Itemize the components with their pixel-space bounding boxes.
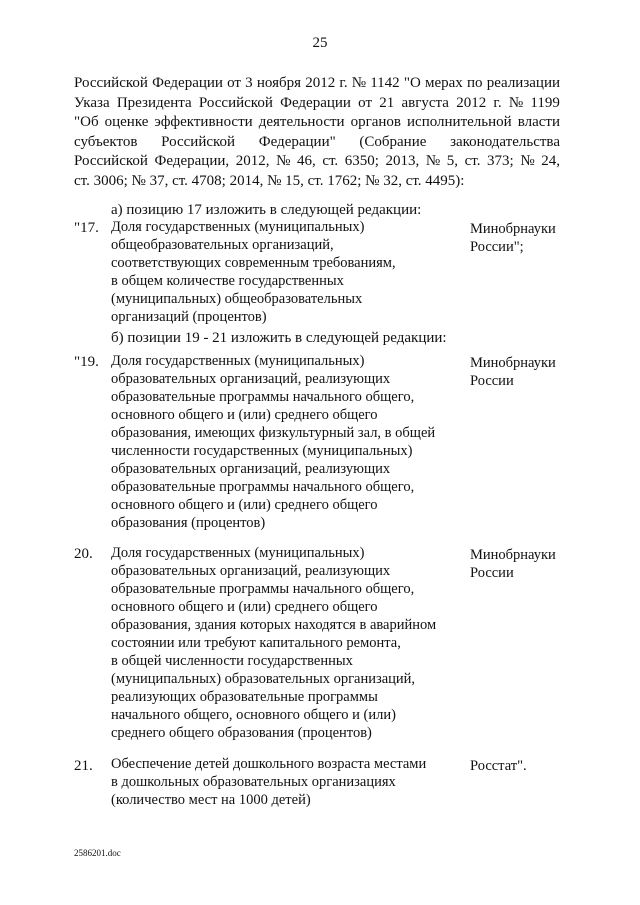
- description-line: основного общего и (или) среднего общего: [111, 407, 378, 423]
- intro-word: Российской: [74, 75, 148, 91]
- row-17-description: [111, 218, 461, 326]
- intro-word: ст.: [464, 153, 481, 169]
- intro-line: [74, 134, 560, 152]
- description-line: состоянии или требуют капитального ремонта,: [111, 635, 401, 651]
- intro-word: эффективности: [154, 114, 253, 130]
- intro-line: [74, 173, 560, 191]
- intro-word: субъектов: [74, 133, 138, 150]
- intro-word: исполнительной: [407, 114, 512, 130]
- intro-word: Федерации": [258, 133, 336, 150]
- description-line: образования, имеющих физкультурный зал, в общей: [111, 425, 436, 441]
- description-line: образовательных организаций, реализующих: [111, 563, 391, 579]
- intro-word: "О: [403, 75, 421, 91]
- intro-word: реализации: [486, 75, 560, 91]
- row-20-source: [470, 546, 556, 582]
- description-line: в общей численности государственных: [111, 653, 353, 669]
- intro-word: ст. 3006; № 37, ст. 4708; 2014, № 15, ст. 1762; № 32, ст. 4495):: [74, 172, 465, 189]
- intro-line: [74, 153, 560, 171]
- file-name-footer: 2586201.doc: [74, 848, 121, 858]
- intro-word: законодательства: [450, 133, 560, 150]
- description-line: образовательные программы начального общего,: [111, 389, 415, 405]
- description-line: в дошкольных образовательных организациях: [111, 774, 396, 790]
- description-line: начального общего, основного общего и (или): [111, 707, 396, 723]
- source-line: России: [470, 373, 514, 389]
- intro-word: 373;: [487, 153, 514, 169]
- intro-line: [74, 75, 560, 93]
- intro-word: ст.: [322, 153, 339, 169]
- intro-word: 3: [245, 75, 253, 91]
- description-line: Доля государственных (муниципальных): [111, 219, 365, 235]
- intro-word: Федерации: [280, 94, 351, 111]
- intro-word: Российской: [74, 153, 148, 169]
- intro-word: 2013,: [385, 153, 420, 169]
- intro-word: мерах: [425, 75, 463, 91]
- intro-word: №: [520, 153, 535, 169]
- description-line: Доля государственных (муниципальных): [111, 353, 365, 369]
- intro-word: №: [425, 153, 441, 169]
- description-line: образовательные программы начального общего,: [111, 581, 415, 597]
- page-number: 25: [312, 35, 328, 51]
- description-line: образования, здания которых находятся в аварийном: [111, 617, 437, 633]
- intro-word: 5,: [446, 153, 459, 169]
- intro-word: Российской: [198, 94, 273, 111]
- intro-word: ноября: [256, 75, 302, 91]
- source-line: Минобрнауки: [470, 355, 556, 371]
- source-line: Минобрнауки: [470, 221, 556, 237]
- description-line: соответствующих современным требованиям,: [111, 255, 396, 271]
- description-line: образовательных организаций, реализующих: [111, 371, 391, 387]
- intro-word: Президента: [116, 94, 192, 111]
- intro-word: оценке: [104, 114, 149, 130]
- row-20-description: [111, 544, 461, 742]
- intro-word: от: [227, 75, 241, 91]
- row-19-number: "19.: [74, 354, 99, 370]
- row-21-source: [470, 757, 527, 775]
- intro-word: "Об: [74, 114, 99, 130]
- intro-word: Федерации: [152, 75, 223, 91]
- description-line: Доля государственных (муниципальных): [111, 545, 365, 561]
- source-line: России: [470, 565, 514, 581]
- intro-word: 1142: [370, 75, 400, 91]
- description-line: численности государственных (муниципальных): [111, 443, 413, 459]
- intro-word: 46,: [296, 153, 316, 169]
- intro-word: власти: [517, 114, 560, 130]
- description-line: (муниципальных) образовательных организаций,: [111, 671, 416, 687]
- description-line: в общем количестве государственных: [111, 273, 344, 289]
- intro-word: от: [358, 94, 373, 111]
- intro-word: №: [508, 94, 524, 111]
- intro-word: 2012,: [235, 153, 270, 169]
- description-line: образования (процентов): [111, 515, 266, 531]
- row-17-source: [470, 220, 556, 256]
- row-19-source: [470, 354, 556, 390]
- intro-word: 2012: [456, 94, 487, 111]
- item-a-text: а) позицию 17 изложить в следующей редакции:: [111, 202, 422, 218]
- description-line: организаций (процентов): [111, 309, 267, 325]
- row-21-number: 21.: [74, 758, 93, 774]
- intro-line: [74, 114, 560, 132]
- intro-word: 2012: [305, 75, 336, 91]
- row-17-number: "17.: [74, 220, 99, 236]
- description-line: (муниципальных) общеобразовательных: [111, 291, 363, 307]
- item-b-text: б) позиции 19 - 21 изложить в следующей редакции:: [111, 330, 447, 346]
- intro-word: №: [276, 153, 291, 169]
- description-line: образовательных организаций, реализующих: [111, 461, 391, 477]
- description-line: Обеспечение детей дошкольного возраста местами: [111, 756, 427, 772]
- intro-word: по: [466, 75, 483, 91]
- description-line: среднего общего образования (процентов): [111, 725, 372, 741]
- intro-word: 6350;: [344, 153, 379, 169]
- row-20-number: 20.: [74, 546, 93, 562]
- source-line: Росстат".: [470, 758, 527, 774]
- row-21-description: [111, 755, 461, 809]
- description-line: общеобразовательных организаций,: [111, 237, 334, 253]
- intro-word: Федерации,: [154, 153, 230, 169]
- intro-word: г.: [339, 75, 348, 91]
- source-line: Минобрнауки: [470, 547, 556, 563]
- source-line: России";: [470, 239, 524, 255]
- description-line: основного общего и (или) среднего общего: [111, 599, 378, 615]
- description-line: реализующих образовательные программы: [111, 689, 378, 705]
- intro-word: 24,: [541, 153, 560, 169]
- intro-word: Российской: [161, 133, 236, 150]
- intro-word: (Собрание: [359, 133, 427, 150]
- intro-line: [74, 95, 560, 113]
- description-line: образовательные программы начального общего,: [111, 479, 415, 495]
- intro-word: Указа: [74, 94, 110, 111]
- intro-word: №: [351, 75, 367, 91]
- row-19-description: [111, 352, 461, 532]
- description-line: основного общего и (или) среднего общего: [111, 497, 378, 513]
- intro-word: 21: [379, 94, 395, 111]
- intro-word: органов: [350, 114, 402, 130]
- intro-word: деятельности: [258, 114, 345, 130]
- intro-word: г.: [493, 94, 502, 111]
- description-line: (количество мест на 1000 детей): [111, 792, 311, 808]
- intro-word: 1199: [530, 94, 560, 111]
- intro-word: августа: [401, 94, 449, 111]
